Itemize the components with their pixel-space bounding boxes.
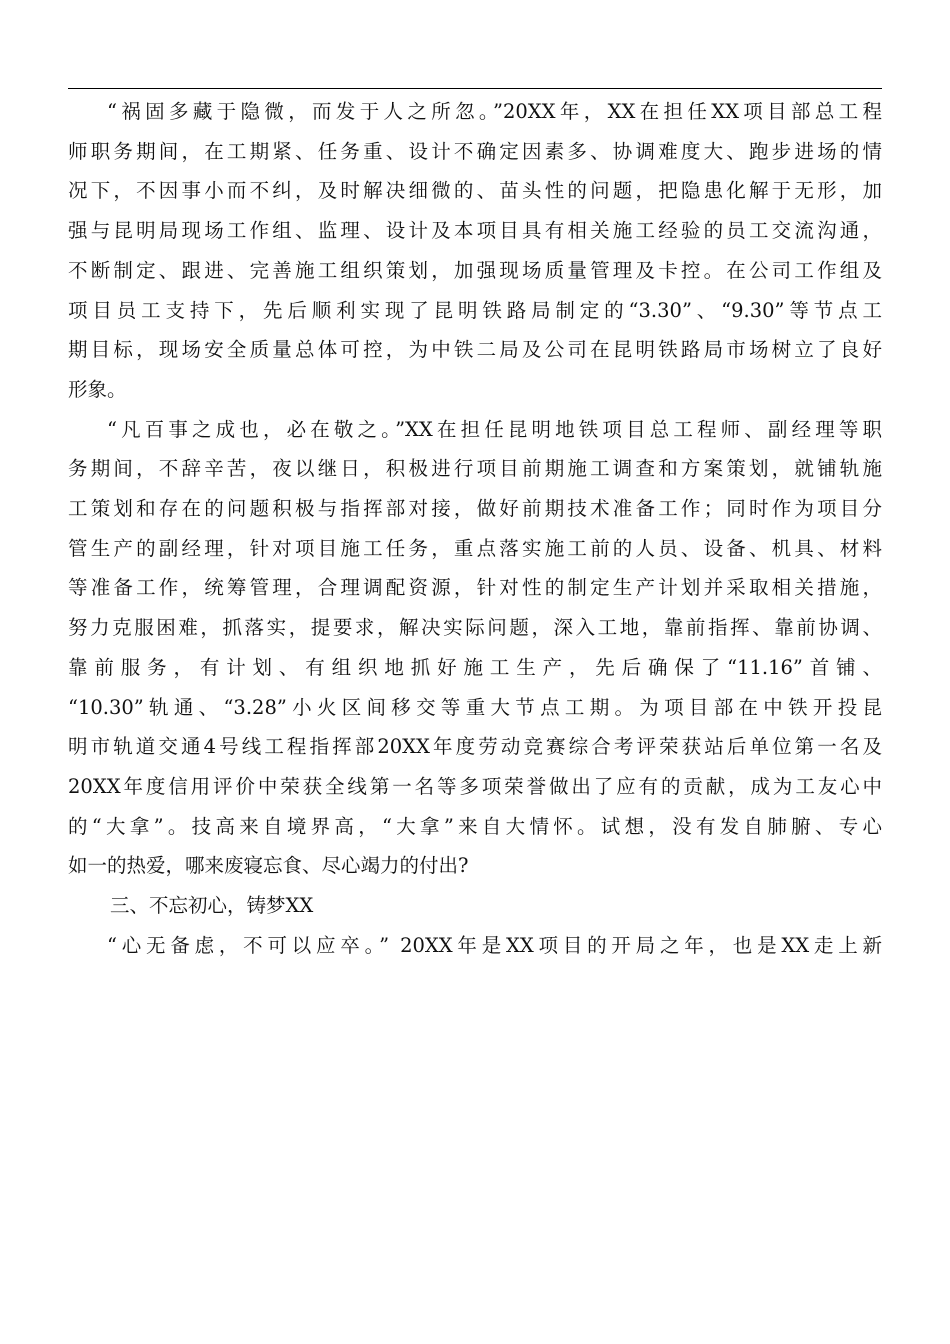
paragraph-line: 务期间，不辞辛苦，夜以继日，积极进行项目前期施工调查和方案策划，就铺轨施 (68, 457, 882, 481)
paragraph-line: 管生产的副经理，针对项目施工任务，重点落实施工前的人员、设备、机具、材料 (68, 536, 882, 560)
paragraph-line: 不断制定、跟进、完善施工组织策划，加强现场质量管理及卡控。在公司工作组及 (68, 258, 882, 282)
paragraph-line: 工策划和存在的问题积极与指挥部对接，做好前期技术准备工作；同时作为项目分 (68, 497, 882, 521)
section-heading: 三、不忘初心，铸梦XX (110, 894, 314, 918)
paragraph-line: 20XX年度信用评价中荣获全线第一名等多项荣誉做出了应有的贡献，成为工友心中 (68, 774, 882, 798)
document-body (68, 92, 882, 965)
paragraph-line: 形象。 (68, 377, 127, 401)
paragraph-3 (68, 926, 882, 966)
paragraph-line: “10.30”轨通、“3.28”小火区间移交等重大节点工期。为项目部在中铁开投昆 (68, 695, 882, 719)
paragraph-line: “心无备虑，不可以应卒。” 20XX年是XX项目的开局之年，也是XX走上新 (107, 933, 882, 957)
paragraph-line: “凡百事之成也，必在敬之。”XX在担任昆明地铁项目总工程师、副经理等职 (107, 417, 882, 441)
paragraph-line: 明市轨道交通4号线工程指挥部20XX年度劳动竞赛综合考评荣获站后单位第一名及 (68, 735, 882, 759)
paragraph-line: 靠前服务，有计划、有组织地抓好施工生产，先后确保了“11.16”首铺、 (68, 655, 882, 679)
paragraph-line: 师职务期间，在工期紧、任务重、设计不确定因素多、协调难度大、跑步进场的情 (68, 139, 882, 163)
paragraph-line: 等准备工作，统筹管理，合理调配资源，针对性的制定生产计划并采取相关措施， (68, 576, 882, 600)
paragraph-1 (68, 92, 882, 410)
paragraph-line: 项目员工支持下，先后顺利实现了昆明铁路局制定的“3.30”、“9.30”等节点工 (68, 298, 882, 322)
paragraph-2 (68, 410, 882, 886)
paragraph-line: 的“大拿”。技高来自境界高，“大拿”来自大情怀。试想，没有发自肺腑、专心 (68, 814, 882, 838)
header-rule (68, 88, 882, 89)
paragraph-line: 强与昆明局现场工作组、监理、设计及本项目具有相关施工经验的员工交流沟通， (68, 219, 882, 243)
paragraph-line: 如一的热爱，哪来废寝忘食、尽心竭力的付出? (68, 854, 469, 878)
paragraph-line: 况下，不因事小而不纠，及时解决细微的、苗头性的问题，把隐患化解于无形，加 (68, 179, 882, 203)
paragraph-line: 期目标，现场安全质量总体可控，为中铁二局及公司在昆明铁路局市场树立了良好 (68, 338, 882, 362)
paragraph-line: “祸固多藏于隐微，而发于人之所忽。”20XX年，XX在担任XX项目部总工程 (107, 100, 882, 123)
paragraph-line: 努力克服困难，抓落实，提要求，解决实际问题，深入工地，靠前指挥、靠前协调、 (68, 616, 882, 640)
